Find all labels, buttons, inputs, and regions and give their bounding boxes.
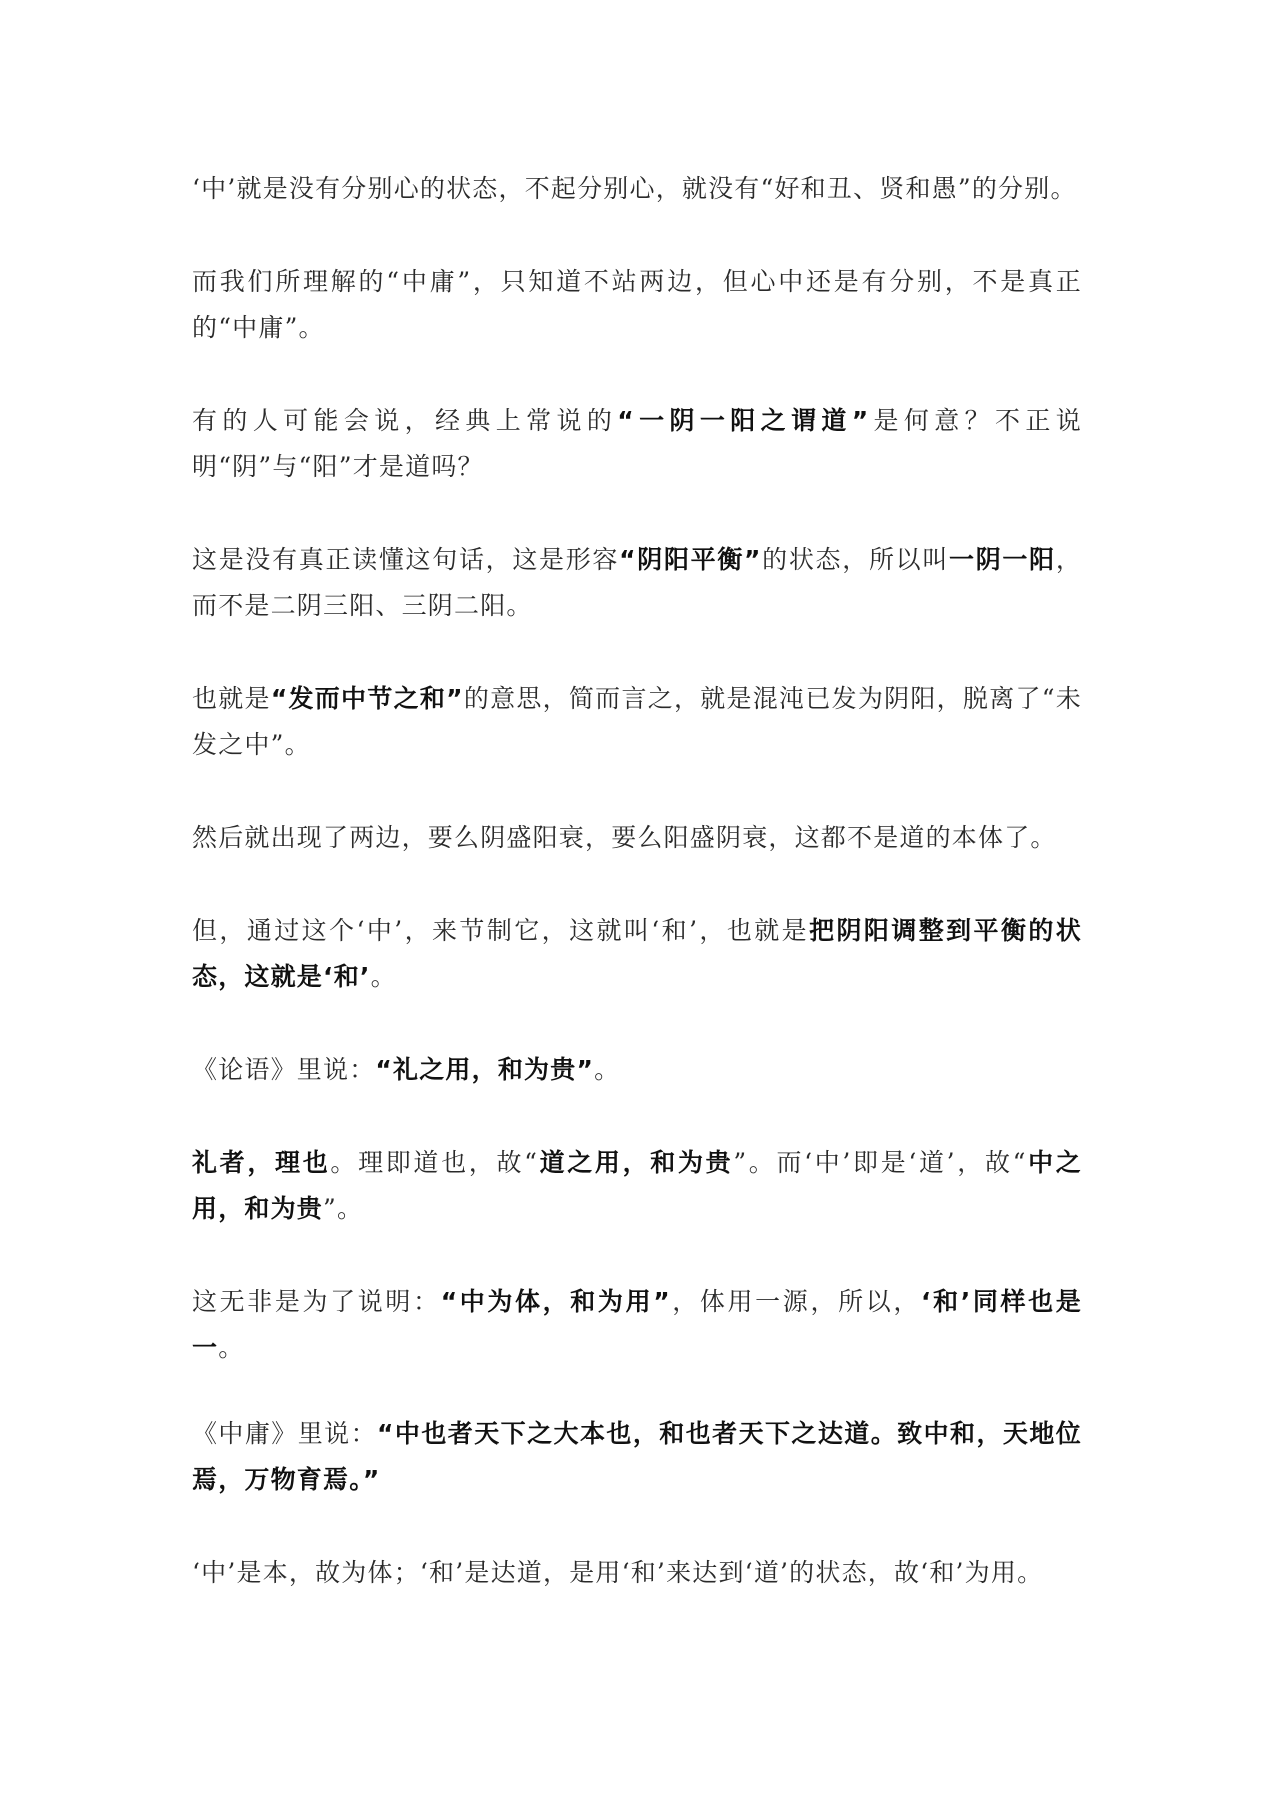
bold-phrase: “礼之用，和为贵” <box>375 1055 595 1084</box>
paragraph-text: 也就是 <box>192 684 271 713</box>
bold-phrase: 中之用，和为贵 <box>192 1148 1082 1223</box>
paragraph-text: 然后就出现了两边，要么阴盛阳衰，要么阳盛阴衰，这都不是道的本体了。 <box>192 823 1057 852</box>
paragraph-text: 是何意？不正说明“阴”与“阳”才是道吗？ <box>192 406 1082 481</box>
bold-phrase: “发而中节之和” <box>270 684 464 713</box>
paragraph-text: 而我们所理解的“中庸”，只知道不站两边，但心中还是有分别，不是真正的“中庸”。 <box>192 267 1082 342</box>
bold-phrase: 道之用，和为贵 <box>538 1148 734 1177</box>
document-body <box>192 166 1082 1643</box>
paragraph <box>192 259 1082 351</box>
paragraph-text: 的状态，所以叫 <box>761 545 950 574</box>
bold-phrase: 礼者，理也 <box>192 1148 331 1177</box>
paragraph <box>192 166 1082 212</box>
paragraph <box>192 815 1082 861</box>
paragraph-text: 这无非是为了说明： <box>192 1287 441 1316</box>
paragraph-text: 《论语》里说： <box>192 1055 376 1084</box>
bold-phrase: 一阴一阳 <box>949 545 1056 574</box>
paragraph <box>192 1140 1082 1232</box>
paragraph <box>192 398 1082 490</box>
paragraph <box>192 908 1082 1000</box>
bold-phrase: 把阴阳调整到平衡的状态，这就是‘和’ <box>192 916 1082 991</box>
paragraph-text: 。理即道也，故“ <box>330 1148 539 1177</box>
paragraph-text: 。 <box>218 1333 245 1362</box>
bold-phrase: ‘和’同样也是一 <box>192 1287 1082 1362</box>
bold-phrase: “中也者天下之大本也，和也者天下之达道。致中和，天地位焉，万物育焉。” <box>192 1419 1082 1494</box>
paragraph-text: 《中庸》里说： <box>192 1419 378 1448</box>
paragraph-text: 的意思，简而言之，就是混沌已发为阴阳，脱离了“未发之中”。 <box>192 684 1082 759</box>
paragraph <box>192 1411 1082 1503</box>
paragraph <box>192 1047 1082 1093</box>
paragraph-text: 这是没有真正读懂这句话，这是形容 <box>192 545 620 574</box>
paragraph <box>192 1550 1082 1596</box>
paragraph-text: 有的人可能会说，经典上常说的 <box>192 406 618 435</box>
paragraph-text: ”。 <box>323 1194 364 1223</box>
bold-phrase: “阴阳平衡” <box>619 545 762 574</box>
paragraph-text: 但，通过这个‘中’，来节制它，这就叫‘和’，也就是 <box>192 916 810 945</box>
paragraph-text: ‘中’是本，故为体；‘和’是达道，是用‘和’来达到‘道’的状态，故‘和’为用。 <box>192 1558 1044 1587</box>
bold-phrase: “一阴一阳之谓道” <box>617 406 870 435</box>
paragraph-text: ，体用一源，所以， <box>670 1287 921 1316</box>
paragraph-text: 。 <box>594 1055 621 1084</box>
paragraph <box>192 537 1082 629</box>
paragraph <box>192 1279 1082 1371</box>
paragraph-text: ”。而‘中’即是‘道’，故“ <box>733 1148 1027 1177</box>
paragraph <box>192 676 1082 768</box>
paragraph-text: ‘中’就是没有分别心的状态，不起分别心，就没有“好和丑、贤和愚”的分别。 <box>192 174 1077 203</box>
paragraph-text: 。 <box>370 962 397 991</box>
bold-phrase: “中为体，和为用” <box>440 1287 671 1316</box>
paragraph-text: ，而不是二阴三阳、三阴二阳。 <box>192 545 1083 620</box>
